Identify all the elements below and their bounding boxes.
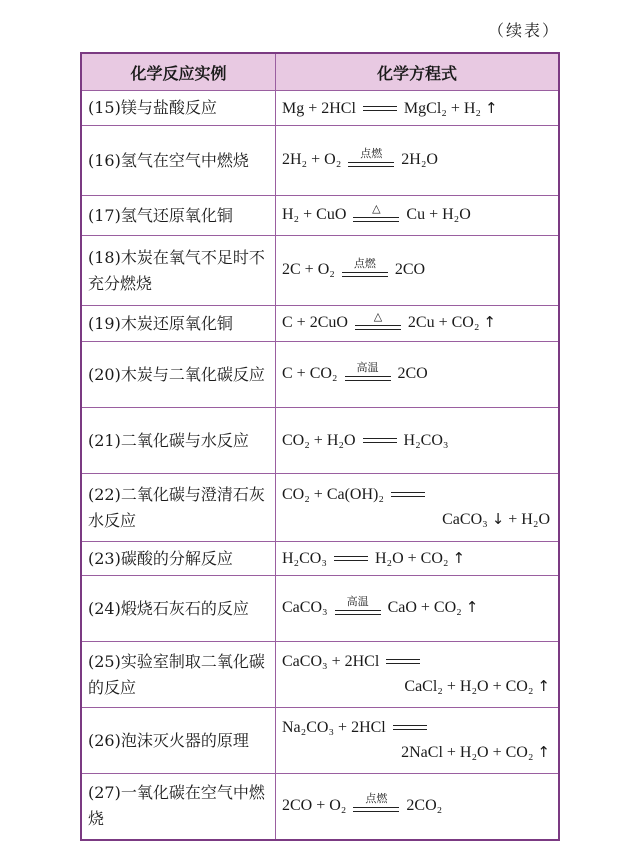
equation bbox=[276, 542, 560, 576]
reactants: CO₂ + Ca(OH)₂ bbox=[282, 486, 384, 503]
table-row bbox=[81, 474, 559, 542]
equals-sign bbox=[393, 723, 427, 733]
precipitate-arrow-icon: ↓ bbox=[491, 510, 505, 528]
reaction-name: (18)木炭在氧气不足时不充分燃烧 bbox=[81, 236, 276, 306]
products: H₂O + CO₂ bbox=[374, 550, 449, 567]
header-example: 化学反应实例 bbox=[81, 53, 276, 91]
reactants: CO₂ + H₂O bbox=[282, 431, 356, 449]
products: MgCl₂ + H₂ bbox=[403, 99, 481, 117]
heat-icon: △ bbox=[373, 309, 383, 323]
reaction-name: (25)实验室制取二氧化碳的反应 bbox=[81, 642, 276, 708]
products: H₂CO₃ bbox=[403, 431, 449, 449]
products: 2CO bbox=[397, 365, 428, 383]
table-row bbox=[81, 708, 559, 774]
gas-arrow-icon: ↑ bbox=[465, 598, 479, 617]
reaction-name: (15)镁与盐酸反应 bbox=[81, 91, 276, 126]
condition-equals bbox=[353, 794, 399, 818]
reaction-condition: 点燃 bbox=[353, 256, 376, 270]
condition-equals bbox=[335, 594, 381, 621]
products: CaCl₂ + H₂O + CO₂ bbox=[404, 678, 534, 695]
table-row bbox=[81, 91, 559, 126]
products: 2H₂O bbox=[401, 151, 438, 169]
products: CaCO₃ bbox=[442, 511, 488, 528]
products: Cu + H₂O bbox=[406, 206, 471, 224]
equation bbox=[276, 408, 560, 474]
reaction-condition: 点燃 bbox=[360, 146, 383, 160]
equation bbox=[276, 474, 560, 542]
equation bbox=[276, 342, 560, 408]
table-row bbox=[81, 342, 559, 408]
reactants: 2CO + O₂ bbox=[282, 796, 347, 814]
equation bbox=[276, 576, 560, 642]
reaction-name: (19)木炭还原氧化铜 bbox=[81, 306, 276, 342]
reaction-name: (16)氢气在空气中燃烧 bbox=[81, 126, 276, 196]
table-row bbox=[81, 306, 559, 342]
table-row bbox=[81, 542, 559, 576]
gas-arrow-icon: ↑ bbox=[537, 743, 550, 761]
equation bbox=[276, 306, 560, 342]
equals-sign bbox=[363, 104, 397, 114]
equals-sign bbox=[363, 436, 397, 446]
reaction-condition: 高温 bbox=[346, 594, 369, 608]
reactants: 2C + O₂ bbox=[282, 261, 335, 279]
condition-equals bbox=[348, 146, 394, 173]
products: 2CO bbox=[394, 261, 426, 279]
equation bbox=[276, 126, 560, 196]
condition-equals bbox=[345, 360, 391, 387]
gas-arrow-icon: ↑ bbox=[537, 677, 550, 695]
equation bbox=[276, 236, 560, 306]
reactants: H₂ + CuO bbox=[282, 206, 347, 224]
header-equation: 化学方程式 bbox=[276, 53, 560, 91]
products-2: + H₂O bbox=[508, 511, 550, 528]
equals-sign bbox=[391, 490, 425, 500]
table-row bbox=[81, 126, 559, 196]
equation bbox=[276, 91, 560, 126]
condition-equals bbox=[353, 201, 399, 228]
header-row bbox=[81, 53, 559, 91]
equation bbox=[276, 642, 560, 708]
table-row bbox=[81, 196, 559, 236]
reaction-name: (21)二氧化碳与水反应 bbox=[81, 408, 276, 474]
table-row bbox=[81, 408, 559, 474]
reaction-name: (22)二氧化碳与澄清石灰水反应 bbox=[81, 474, 276, 542]
condition-equals bbox=[342, 256, 388, 283]
reaction-name: (20)木炭与二氧化碳反应 bbox=[81, 342, 276, 408]
reaction-name: (27)一氧化碳在空气中燃烧 bbox=[81, 774, 276, 840]
reaction-name: (23)碳酸的分解反应 bbox=[81, 542, 276, 576]
products: 2Cu + CO₂ bbox=[407, 314, 480, 332]
equation bbox=[276, 196, 560, 236]
reactants: Mg + 2HCl bbox=[282, 99, 356, 117]
table-row bbox=[81, 642, 559, 708]
reactants: CaCO₃ bbox=[282, 599, 328, 617]
equation bbox=[276, 708, 560, 774]
reaction-name: (17)氢气还原氧化铜 bbox=[81, 196, 276, 236]
reactants: Na₂CO₃ + 2HCl bbox=[282, 719, 386, 736]
reaction-condition: 高温 bbox=[356, 360, 379, 374]
products: 2CO₂ bbox=[406, 796, 443, 814]
table-row bbox=[81, 236, 559, 306]
reaction-condition: 点燃 bbox=[365, 792, 388, 806]
heat-icon: △ bbox=[372, 201, 381, 215]
equals-sign bbox=[334, 554, 368, 564]
table-row bbox=[81, 576, 559, 642]
continued-note: （续表） bbox=[487, 21, 560, 40]
reactants: CaCO₃ + 2HCl bbox=[282, 653, 380, 670]
reaction-name: (26)泡沫灭火器的原理 bbox=[81, 708, 276, 774]
condition-equals bbox=[355, 309, 401, 336]
reactants: H₂CO₃ bbox=[282, 550, 327, 567]
reactants: 2H₂ + O₂ bbox=[282, 151, 342, 169]
gas-arrow-icon: ↑ bbox=[452, 549, 466, 567]
reactants: C + 2CuO bbox=[282, 314, 348, 332]
equation bbox=[276, 774, 560, 840]
reaction-table bbox=[80, 52, 560, 841]
products: 2NaCl + H₂O + CO₂ bbox=[401, 744, 534, 761]
reaction-name: (24)煅烧石灰石的反应 bbox=[81, 576, 276, 642]
gas-arrow-icon: ↑ bbox=[483, 313, 496, 332]
table-row bbox=[81, 774, 559, 840]
equals-sign bbox=[386, 657, 420, 667]
products: CaO + CO₂ bbox=[387, 599, 462, 617]
gas-arrow-icon: ↑ bbox=[485, 98, 498, 117]
reactants: C + CO₂ bbox=[282, 365, 338, 383]
